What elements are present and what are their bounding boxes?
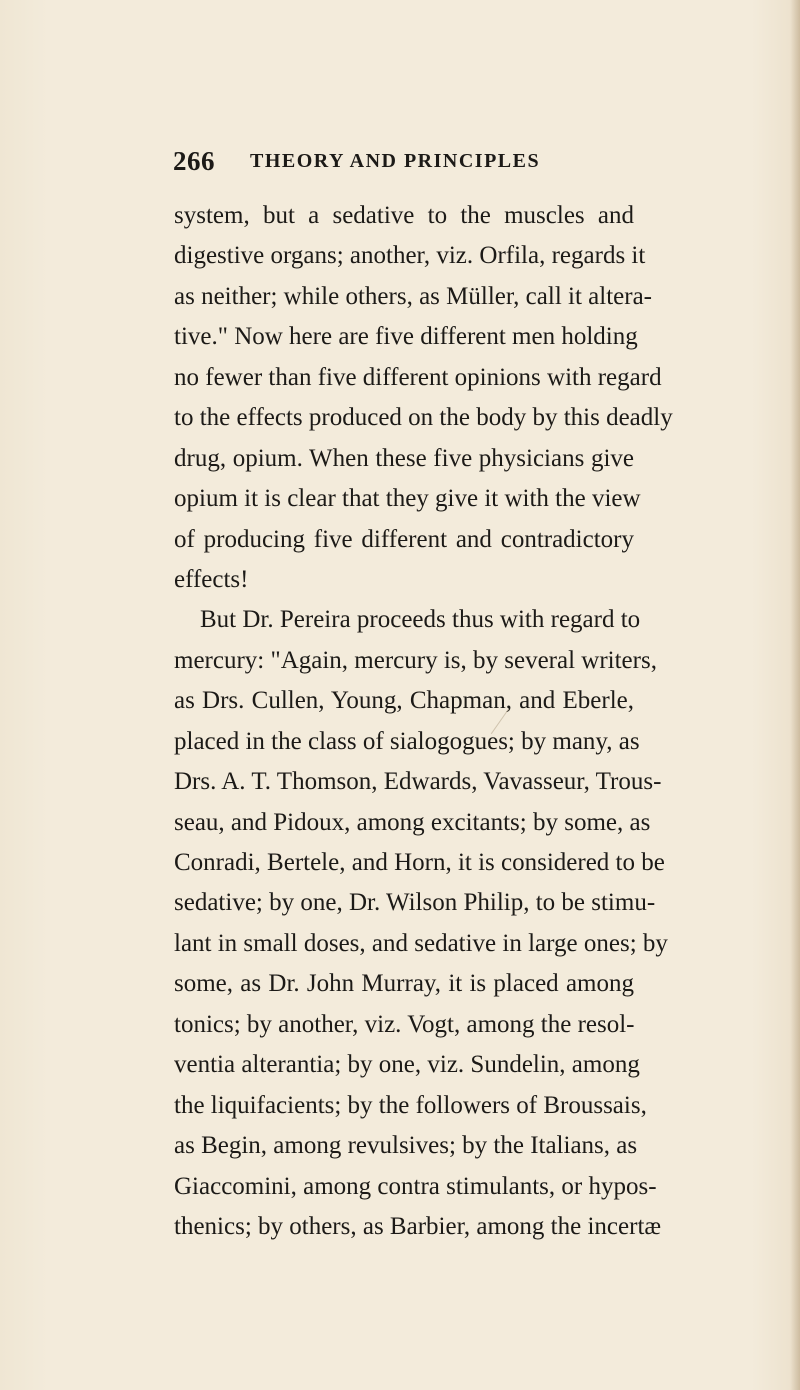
- text-line: seau, and Pidoux, among excitants; by some, as: [174, 808, 651, 836]
- text-line: effects!: [174, 565, 249, 593]
- text-line: as Drs. Cullen, Young, Chapman, and Eberle,: [174, 687, 634, 715]
- text-line: lant in small doses, and sedative in large ones; by: [174, 929, 668, 957]
- text-line: opium it is clear that they give it with the view: [174, 485, 641, 513]
- text-line: some, as Dr. John Murray, it is placed among: [174, 970, 634, 998]
- text-line: no fewer than five different opinions with regard: [174, 363, 662, 391]
- body-text: [174, 196, 673, 1247]
- text-line: sedative; by one, Dr. Wilson Philip, to be stimu-: [174, 889, 656, 917]
- paragraph-start-line: But Dr. Pereira proceeds thus with regard to: [200, 606, 641, 634]
- text-line: tive." Now here are five different men holding: [174, 323, 638, 351]
- text-line: as Begin, among revulsives; by the Italians, as: [174, 1132, 638, 1160]
- text-line: Conradi, Bertele, and Horn, it is considered to be: [174, 849, 665, 876]
- text-line: Drs. A. T. Thomson, Edwards, Vavasseur, Trous-: [174, 768, 662, 796]
- text-line: the liquifacients; by the followers of Broussais,: [174, 1091, 647, 1119]
- text-line: as neither; while others, as Müller, call it altera-: [174, 282, 652, 310]
- page-edge-shadow: [790, 0, 800, 1390]
- text-line: system, but a sedative to the muscles and: [174, 202, 634, 229]
- text-line: tonics; by another, viz. Vogt, among the resol-: [174, 1010, 635, 1038]
- text-line: mercury: "Again, mercury is, by several writers,: [174, 646, 657, 674]
- page-header: [173, 146, 633, 176]
- text-line: digestive organs; another, viz. Orfila, regards it: [174, 242, 646, 270]
- text-line: drug, opium. When these five physicians give: [174, 444, 634, 472]
- text-line: of producing five different and contradictory: [174, 525, 634, 553]
- page-number: 266: [173, 146, 215, 176]
- running-head: THEORY AND PRINCIPLES: [250, 150, 541, 172]
- text-line: ventia alterantia; by one, viz. Sundelin, among: [174, 1051, 640, 1079]
- text-line: thenics; by others, as Barbier, among the incertæ: [174, 1212, 662, 1240]
- text-line: Giaccomini, among contra stimulants, or hypos-: [174, 1172, 657, 1200]
- text-line: to the effects produced on the body by this deadly: [174, 404, 673, 432]
- text-line: placed in the class of sialogogues; by many, as: [174, 727, 640, 755]
